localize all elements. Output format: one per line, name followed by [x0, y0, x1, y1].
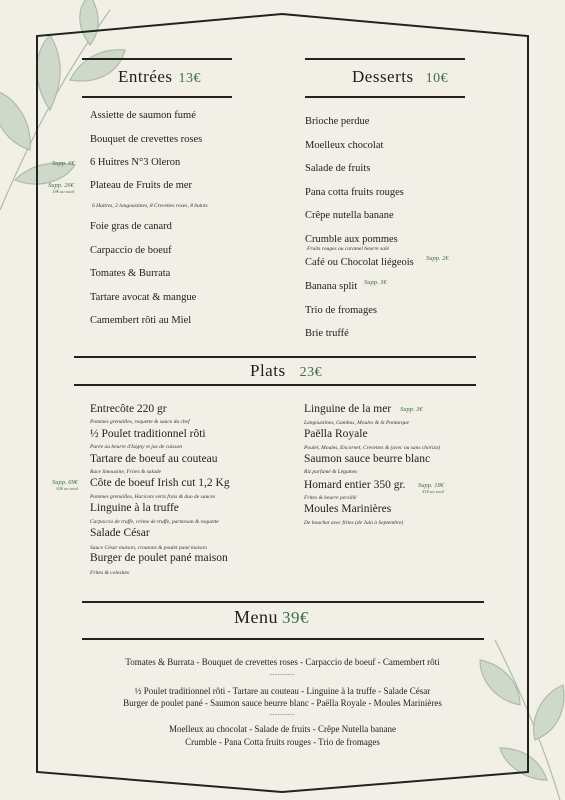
plat-detail: Sauce César maison, croutons & poulet pané maison — [90, 545, 207, 551]
supp-banana: Supp. 3€ — [364, 279, 387, 286]
plat-item: Salade César — [90, 527, 150, 539]
dessert-item: Café ou Chocolat liégeois — [305, 257, 414, 268]
desserts-title: Desserts 10€ — [352, 67, 449, 86]
plat-detail: Poulet, Moules, Encornet, Crevettes & (avec ou sans chorizo) — [304, 445, 441, 451]
plat-item: Paëlla Royale — [304, 428, 368, 440]
menu-plats-line: ½ Poulet traditionnel rôti - Tartare au couteau - Linguine à la truffe - Salade César — [134, 686, 431, 696]
menu-separator: ---------- — [269, 711, 296, 718]
supp-homard: Supp. 18€ 41€ au total — [418, 482, 444, 494]
entree-item: Assiette de saumon fumé — [90, 110, 196, 121]
supp-cote: Supp. 69€ 92€ au total — [52, 479, 78, 491]
supp-huitres: Supp. 6€ — [52, 160, 75, 167]
supp-cafe: Supp. 2€ — [426, 255, 449, 262]
entree-item: Foie gras de canard — [90, 221, 172, 232]
plat-detail: Pommes grenailles, roquette & sauce du chef — [90, 419, 190, 425]
plat-item: Burger de poulet pané maison — [90, 552, 228, 564]
dessert-item: Brie truffé — [305, 328, 349, 339]
plat-item: Côte de boeuf Irish cut 1,2 Kg — [90, 477, 230, 489]
dessert-item: Moelleux chocolat — [305, 140, 384, 151]
plat-item: Homard entier 350 gr. — [304, 479, 406, 491]
supp-linguine-mer: Supp. 3€ — [400, 406, 423, 413]
menu-separator: ---------- — [269, 671, 296, 678]
entree-item: Bouquet de crevettes roses — [90, 134, 203, 145]
plats-top-rule — [74, 356, 476, 358]
dessert-item: Pana cotta fruits rouges — [305, 187, 404, 198]
plat-detail: Carpaccio de truffe, crème de truffe, parmesan & roquette — [90, 519, 219, 525]
plats-title: Plats 23€ — [250, 361, 323, 380]
supp-plateau: Supp. 26€ 19€ au total — [48, 182, 74, 194]
menu-desserts-line: Crumble - Pana Cotta fruits rouges - Trio de fromages — [185, 737, 380, 747]
dessert-item: Brioche perdue — [305, 116, 370, 127]
plat-item: Linguine à la truffe — [90, 502, 179, 514]
plat-detail: Langoustines, Gambas, Moules & St Pontarque — [304, 420, 410, 426]
plateau-detail: 6 Huitres, 2 langoustines, 8 Crevettes roses, 8 bulots — [92, 203, 208, 209]
entrees-title: Entrées 13€ — [118, 67, 201, 86]
entree-item: Camembert rôti au Miel — [90, 315, 192, 326]
plat-detail: Riz parfumé & Légumes — [304, 469, 358, 475]
plat-item: Moules Marinières — [304, 503, 392, 515]
plat-item: Entrecôte 220 gr — [90, 403, 167, 415]
dessert-item: Trio de fromages — [305, 305, 377, 316]
plat-item: ½ Poulet traditionnel rôti — [90, 428, 206, 440]
entree-item: Tomates & Burrata — [90, 268, 171, 279]
dessert-item: Salade de fruits — [305, 163, 371, 174]
plat-detail: Frites & coleslaw — [90, 570, 130, 576]
desserts-bottom-rule — [305, 96, 465, 98]
plat-detail: Purée au beurre d'Isigny et jus de cuisson — [90, 444, 183, 450]
dessert-item: Crêpe nutella banane — [305, 210, 394, 221]
dessert-item: Banana split — [305, 281, 358, 292]
plat-detail: De bouchot avec frites (de Juin à Septembre) — [304, 520, 404, 526]
menu-top-rule — [82, 601, 484, 603]
supp-homard-note: 41€ au total — [422, 489, 444, 494]
entree-item: 6 Huitres N°3 Oleron — [90, 157, 181, 168]
plat-item: Linguine de la mer — [304, 403, 392, 415]
desserts-top-rule — [305, 58, 465, 60]
entrees-top-rule — [82, 58, 232, 60]
plat-item: Saumon sauce beurre blanc — [304, 453, 431, 465]
plat-detail: Pommes grenailles, Haricots verts frais & duo de sauces — [90, 494, 216, 500]
supp-plateau-note: 19€ au total — [52, 189, 74, 194]
entrees-bottom-rule — [82, 96, 232, 98]
supp-cote-note: 92€ au total — [56, 486, 78, 491]
menu-desserts-line: Moelleux au chocolat - Salade de fruits - Crêpe Nutella banane — [169, 724, 396, 734]
entree-item: Plateau de Fruits de mer — [90, 180, 193, 191]
plat-detail: Frites & beurre persillé — [304, 495, 357, 501]
menu-bottom-rule — [82, 638, 484, 640]
desserts-price: 10€ — [425, 71, 449, 86]
menu-entrees-line: Tomates & Burrata - Bouquet de crevettes roses - Carpaccio de boeuf - Camembert rôti — [125, 657, 440, 667]
menu-price: 39€ — [282, 608, 309, 627]
entree-item: Carpaccio de boeuf — [90, 245, 172, 256]
crumble-detail: Fruits rouges ou caramel beurre salé — [307, 246, 389, 252]
plats-price: 23€ — [299, 365, 323, 380]
plats-bottom-rule — [74, 384, 476, 386]
dessert-item: Crumble aux pommes — [305, 234, 398, 245]
plat-item: Tartare de boeuf au couteau — [90, 453, 218, 465]
menu-title: Menu 39€ — [234, 607, 309, 627]
entrees-price: 13€ — [178, 71, 201, 86]
entree-item: Tartare avocat & mangue — [90, 292, 197, 303]
plat-detail: Race limousine, Frites & salade — [90, 469, 162, 475]
menu-plats-line: Burger de poulet pané - Saumon sauce beurre blanc - Paëlla Royale - Moules Marinières — [123, 698, 442, 708]
